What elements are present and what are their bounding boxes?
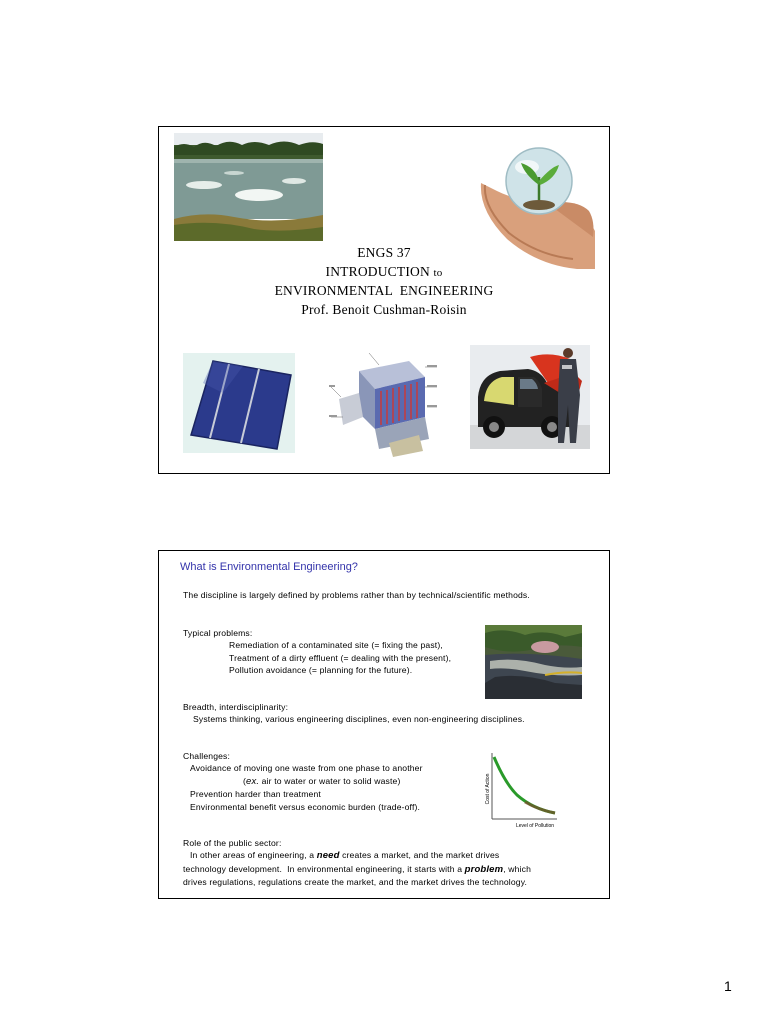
treatment-pond-photo [174, 133, 323, 241]
paren: ( [243, 775, 247, 786]
content-slide [158, 550, 610, 899]
challenge-item: Prevention harder than treatment [190, 789, 321, 800]
public-sector-line [183, 849, 531, 862]
text-segment: In other areas of engineering, a [190, 850, 317, 861]
title-slide [158, 126, 610, 474]
contaminated-water-photo [485, 625, 582, 699]
challenge-example [183, 775, 423, 788]
typical-problem-item: Treatment of a dirty effluent (= dealing with the present), [229, 652, 452, 663]
definition-text: The discipline is largely defined by problems rather than by technical/scientific methods. [183, 590, 530, 600]
problem-word: problem [464, 863, 504, 875]
text-segment: technology development. In environmental engineering, it starts with a [183, 863, 465, 874]
solar-cell-photo [183, 353, 295, 453]
cost-curve [494, 757, 555, 813]
challenges-header: Challenges: [183, 751, 231, 761]
public-sector-header: Role of the public sector: [183, 838, 282, 848]
example-text: air to water or water to solid waste) [259, 775, 401, 786]
text-segment: creates a market, and the market drives [339, 850, 500, 861]
course-title-line1 [159, 263, 609, 283]
public-sector-line: drives regulations, regulations create the market, and the market drives the technology. [183, 877, 528, 888]
breadth-section [183, 701, 525, 726]
typical-problem-item: Pollution avoidance (= planning for the future). [229, 665, 413, 676]
ex-label: ex. [246, 775, 260, 787]
x-axis-label: Level of Pollution [515, 823, 555, 829]
need-word: need [316, 850, 340, 862]
breadth-header: Breadth, interdisciplinarity: [183, 702, 289, 712]
course-title-line2: ENVIRONMENTAL ENGINEERING [274, 283, 494, 298]
challenge-item: Environmental benefit versus economic burden (trade-off). [190, 801, 421, 812]
cost-pollution-graph [481, 749, 561, 829]
course-number: ENGS 37 [357, 245, 411, 260]
professor-name: Prof. Benoit Cushman-Roisin [301, 301, 467, 317]
typical-problems-header: Typical problems: [183, 628, 253, 638]
slide-title [159, 244, 609, 319]
y-axis-label: Cost of Action [485, 773, 491, 805]
page-number: 1 [724, 978, 732, 994]
typical-problem-item: Remediation of a contaminated site (= fixing the past), [229, 640, 443, 651]
text-segment: , which [503, 863, 531, 874]
challenge-item: Avoidance of moving one waste from one phase to another [190, 763, 423, 774]
smart-car-photo [470, 345, 590, 449]
breadth-body: Systems thinking, various engineering disciplines, even non-engineering disciplines. [193, 714, 525, 725]
to-word: to [433, 266, 443, 279]
public-sector-section [183, 837, 531, 889]
slide-heading: What is Environmental Engineering? [180, 561, 358, 573]
public-sector-line [183, 863, 531, 876]
fuel-cell-diagram [329, 347, 439, 459]
challenges-section [183, 750, 423, 813]
intro-word: INTRODUCTION [325, 263, 430, 279]
typical-problems-section [183, 627, 451, 677]
